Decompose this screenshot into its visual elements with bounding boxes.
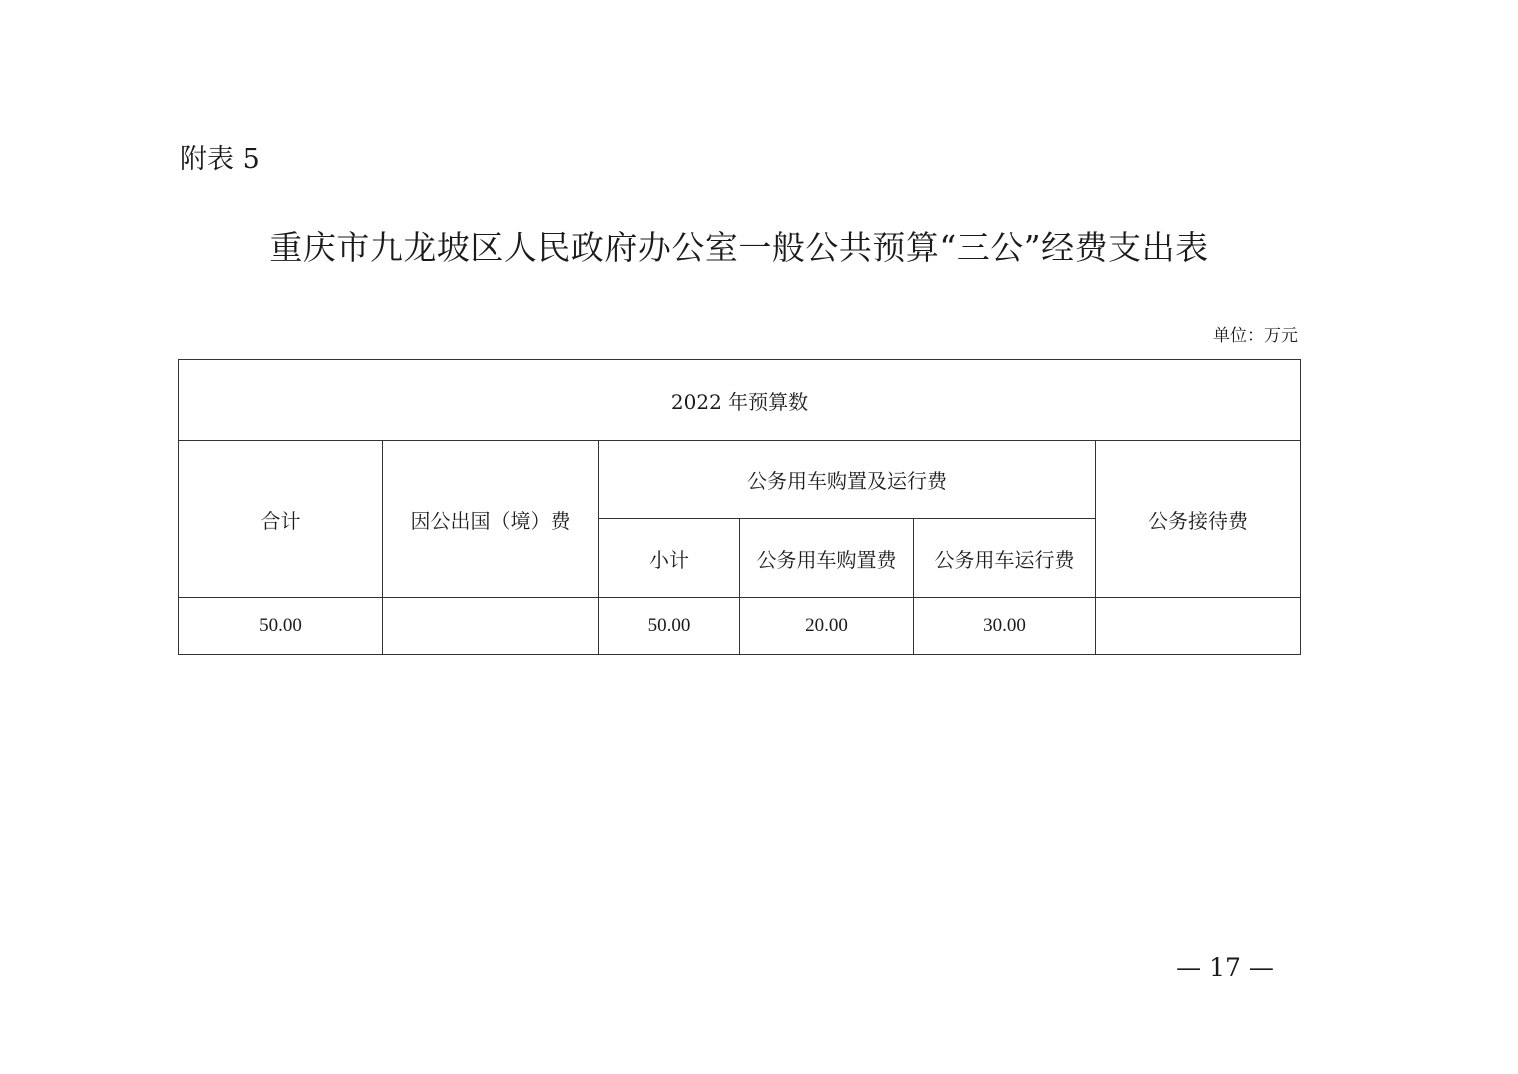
header-budget-year: 2022 年预算数 [179,360,1301,441]
cell-vehicle-subtotal: 50.00 [599,598,740,655]
page-number: — 17 — [1176,953,1274,982]
header-vehicle-operation: 公务用车运行费 [914,519,1096,598]
unit-note: 单位：万元 [1213,326,1298,346]
annex-label: 附表 5 [180,144,260,175]
header-total: 合计 [179,441,383,598]
table-row [179,598,1301,655]
document-title: 重庆市九龙坡区人民政府办公室一般公共预算“三公”经费支出表 [269,228,1209,267]
header-vehicle-group: 公务用车购置及运行费 [599,441,1096,519]
cell-vehicle-operation: 30.00 [914,598,1096,655]
header-reception: 公务接待费 [1096,441,1301,598]
cell-vehicle-purchase: 20.00 [740,598,914,655]
table-header-row-main [179,441,1301,519]
header-vehicle-subtotal: 小计 [599,519,740,598]
cell-total: 50.00 [179,598,383,655]
header-overseas: 因公出国（境）费 [383,441,599,598]
cell-overseas [383,598,599,655]
header-vehicle-purchase: 公务用车购置费 [740,519,914,598]
three-public-expenses-table [178,359,1301,655]
cell-reception [1096,598,1301,655]
table-header-row-year [179,360,1301,441]
